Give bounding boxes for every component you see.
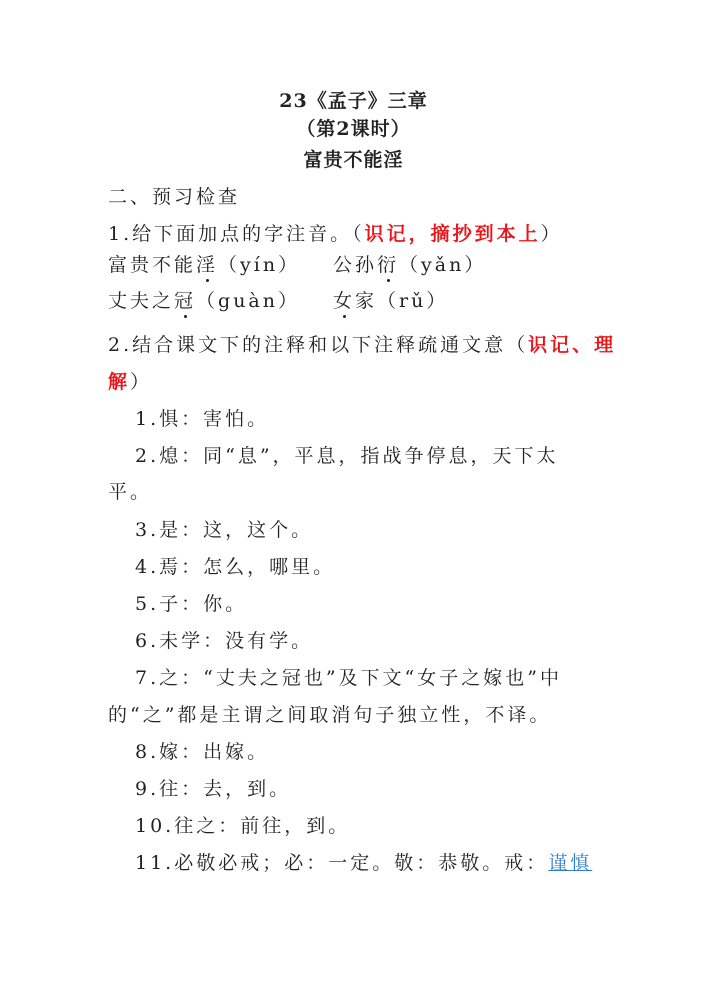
dotted-char: 冠 — [174, 290, 197, 312]
definition-link[interactable]: 谨慎 — [548, 852, 593, 874]
q2-highlight: 识记、理 — [528, 334, 617, 356]
q2-close: ） — [130, 371, 153, 393]
lesson-subtitle: （第2课时） — [296, 118, 411, 140]
note-item: 9.往：去，到。 — [135, 778, 292, 800]
note-item-cont: 平。 — [108, 481, 153, 503]
pinyin-word: 家 — [355, 290, 378, 312]
q1-highlight: 识记，摘抄到本上 — [364, 223, 541, 245]
q2-text: 2.结合课文下的注释和以下注释疏通文意（ — [108, 334, 529, 356]
chapter-title: 富贵不能淫 — [303, 149, 404, 171]
q1-close: ） — [540, 223, 563, 245]
pinyin-item — [333, 289, 448, 313]
question-1 — [108, 222, 563, 246]
dotted-char: 女 — [333, 290, 356, 312]
question-2 — [108, 333, 616, 357]
pinyin-word: 富贵不能 — [108, 254, 197, 276]
note-item: 2.熄：同“息”，平息，指战争停息，天下太 — [135, 445, 559, 467]
note-item: 10.往之：前往，到。 — [135, 815, 351, 837]
dotted-char: 淫 — [196, 254, 219, 276]
q2-highlight: 解 — [108, 371, 131, 393]
note-item: 1.惧：害怕。 — [135, 408, 270, 430]
pinyin-item — [333, 253, 486, 277]
note-item: 5.子：你。 — [135, 593, 248, 615]
dotted-char: 衍 — [377, 254, 400, 276]
pinyin-item — [108, 289, 300, 313]
note-item — [135, 851, 592, 875]
note-item: 6.未学：没有学。 — [135, 630, 314, 652]
pinyin: （yín） — [218, 254, 301, 276]
pinyin: （guàn） — [196, 290, 300, 312]
note-item: 8.嫁：出嫁。 — [135, 741, 270, 763]
pinyin-word: 丈夫之 — [108, 290, 175, 312]
q1-text: 1.给下面加点的字注音。（ — [108, 223, 365, 245]
pinyin-word: 公孙 — [333, 254, 378, 276]
doc-title: 23《孟子》三章 — [279, 90, 428, 112]
question-2-cont — [108, 370, 152, 394]
note-item-cont: 的“之”都是主谓之间取消句子独立性，不译。 — [108, 704, 552, 726]
section-heading: 二、预习检查 — [108, 186, 241, 208]
note-item: 7.之：“丈夫之冠也”及下文“女子之嫁也”中 — [135, 667, 562, 689]
note-text: 11.必敬必戒；必：一定。敬：恭敬。戒： — [135, 852, 549, 874]
note-item: 3.是：这，这个。 — [135, 519, 314, 541]
pinyin-item — [108, 253, 300, 277]
pinyin: （yǎn） — [399, 254, 487, 276]
pinyin: （rǔ） — [377, 290, 449, 312]
note-item: 4.焉：怎么，哪里。 — [135, 556, 336, 578]
